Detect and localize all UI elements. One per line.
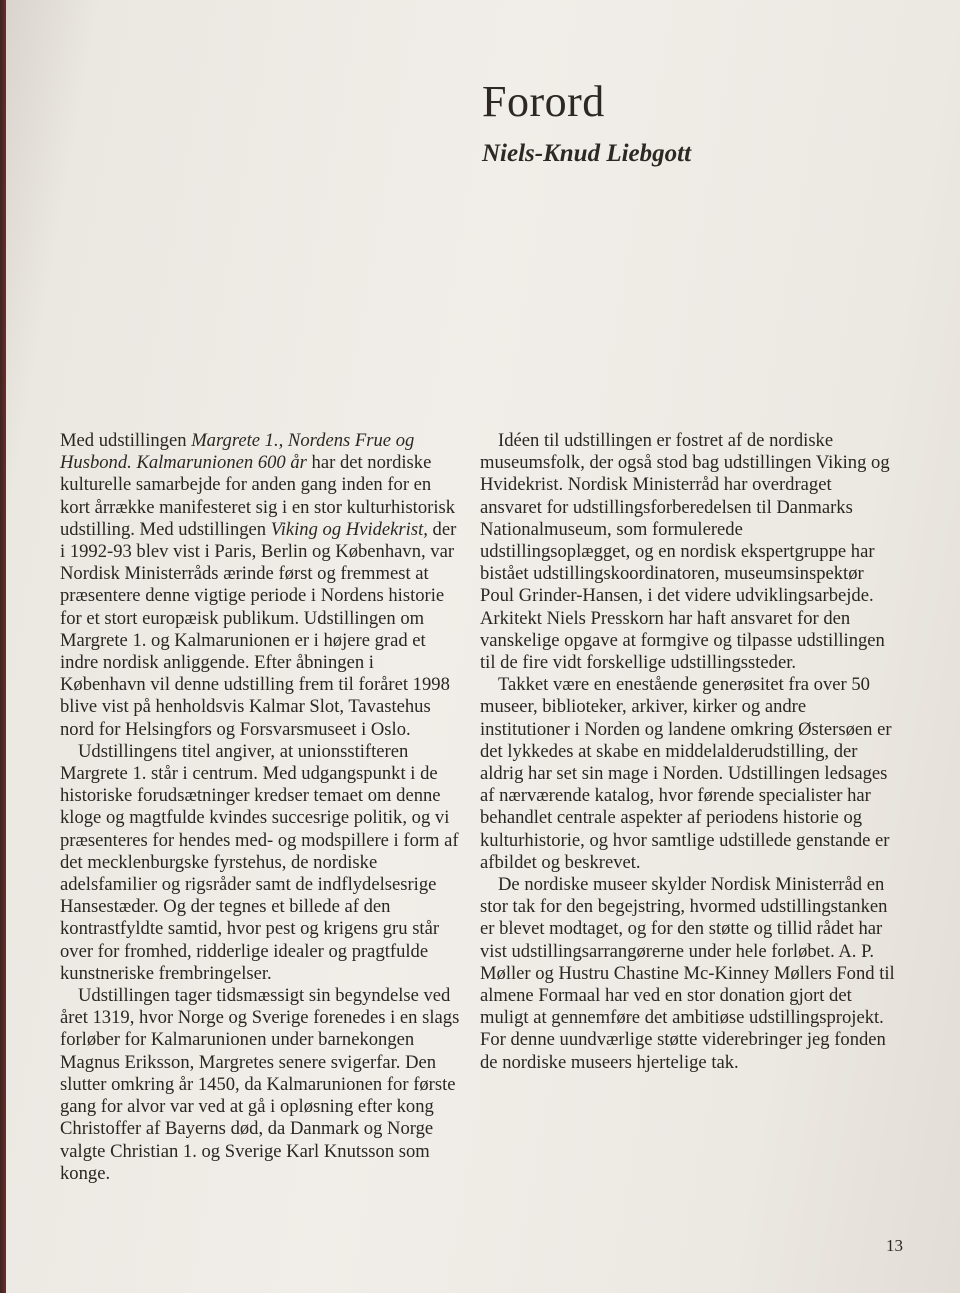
right-paragraph-1: Idéen til udstillingen er fostret af de nordiske museumsfolk, der også stod bag udstillingen Viking og Hvidekrist. Nordisk Ministerråd har overdraget ansvaret for udstillingsforberedelsen til Danmarks Nationalmuseum, som formulerede udstillingsoplægget, og en nordisk ekspertgruppe har bistået udstillingskoordinatoren, museumsinspektør Poul Grinder-Hansen, i det videre udviklingsarbejde. Arkitekt Niels Presskorn har haft ansvaret for den vanskelige opgave at formgive og tilpasse udstillingen til de fire vidt forskellige udstillingssteder. xyxy=(480,430,890,674)
right-paragraph-2: Takket være en enestående generøsitet fra over 50 museer, biblioteker, arkiver, kirker og andre institutioner i Norden og landene omkring Østersøen er det lykkedes at skabe en middelalderudstilling, der aldrig har set sin mage i Norden. Udstillingen ledsages af nærværende katalog, hvor førende specialister har behandlet centrale aspekter af periodens historie og kulturhistorie, og hvor samtlige udstillede genstande er afbildet og beskrevet. xyxy=(480,674,892,873)
exhibition-title: Margrete 1., Nordens Frue og Husbond. Kalmarunionen 600 år xyxy=(60,430,415,474)
page-title: Forord xyxy=(482,77,605,126)
page-number: 13 xyxy=(886,1236,903,1255)
right-text-column xyxy=(480,430,895,1074)
left-text-column xyxy=(60,430,460,1185)
right-paragraph-3: De nordiske museer skylder Nordisk Ministerråd en stor tak for den begejstring, hvormed udstillingstanken er blevet modtaget, og for den støtte og tillid rådet har vist udstillingsarrangørerne under hele forløbet. A. P. Møller og Hustru Chastine Mc-Kinney Møllers Fond til almene Formaal har ved en stor donation gjort det muligt at gennemføre det ambitiøse udstillingsprojekt. For denne uundværlige støtte viderebringer jeg fonden de nordiske museers hjertelige tak. xyxy=(480,874,895,1073)
left-paragraph-1 xyxy=(60,430,460,741)
previous-exhibition-title: Viking og Hvidekrist, xyxy=(270,518,428,540)
left-p1-intro: Med udstillingen xyxy=(60,430,192,451)
left-p1-rest: der i 1992-93 blev vist i Paris, Berlin og København, var Nordisk Ministerråds ærinde først og fremmest at præsentere denne vigtige periode i Nordens historie for et stort europæisk publikum. Udstillingen om Margrete 1. og Kalmarunionen er i højere grad et indre nordisk anliggende. Efter åbningen i København vil denne udstilling frem til foråret 1998 blive vist på henholdsvis Kalmar Slot, Tavastehus nord for Helsingfors og Forsvarsmuseet i Oslo. xyxy=(60,518,457,740)
left-paragraph-3: Udstillingen tager tidsmæssigt sin begyndelse ved året 1319, hvor Norge og Sverige forenedes i en slags forløber for Kalmarunionen under barnekongen Magnus Eriksson, Margretes senere svigerfar. Den slutter omkring år 1450, da Kalmarunionen for første gang for alvor var ved at gå i opløsning efter kong Christoffer af Bayerns død, da Danmark og Norge valgte Christian 1. og Sverige Karl Knutsson som konge. xyxy=(60,985,460,1184)
left-paragraph-2: Udstillingens titel angiver, at unionsstifteren Margrete 1. står i centrum. Med udgangspunkt i de historiske forudsætninger kredser temaet om denne kloge og magtfulde kvindes succesrige politik, og vi præsenteres for hendes med- og modspillere i form af det mecklenburgske fyrstehus, de nordiske adelsfamilier og rigsråder samt de indflydelsesrige Hansestæder. Og der tegnes et billede af den kontrastfyldte samtid, hvor pest og krigens gru står over for fromhed, ridderlige idealer og pragtfulde kunstneriske frembringelser. xyxy=(60,740,459,984)
left-p1-middle: har det nordiske kulturelle samarbejde for anden gang inden for en kort årrække manifesteret sig i en stor kulturhistorisk udstilling. Med udstillingen xyxy=(60,452,456,540)
book-page xyxy=(6,0,960,1293)
author-name: Niels-Knud Liebgott xyxy=(482,140,692,167)
